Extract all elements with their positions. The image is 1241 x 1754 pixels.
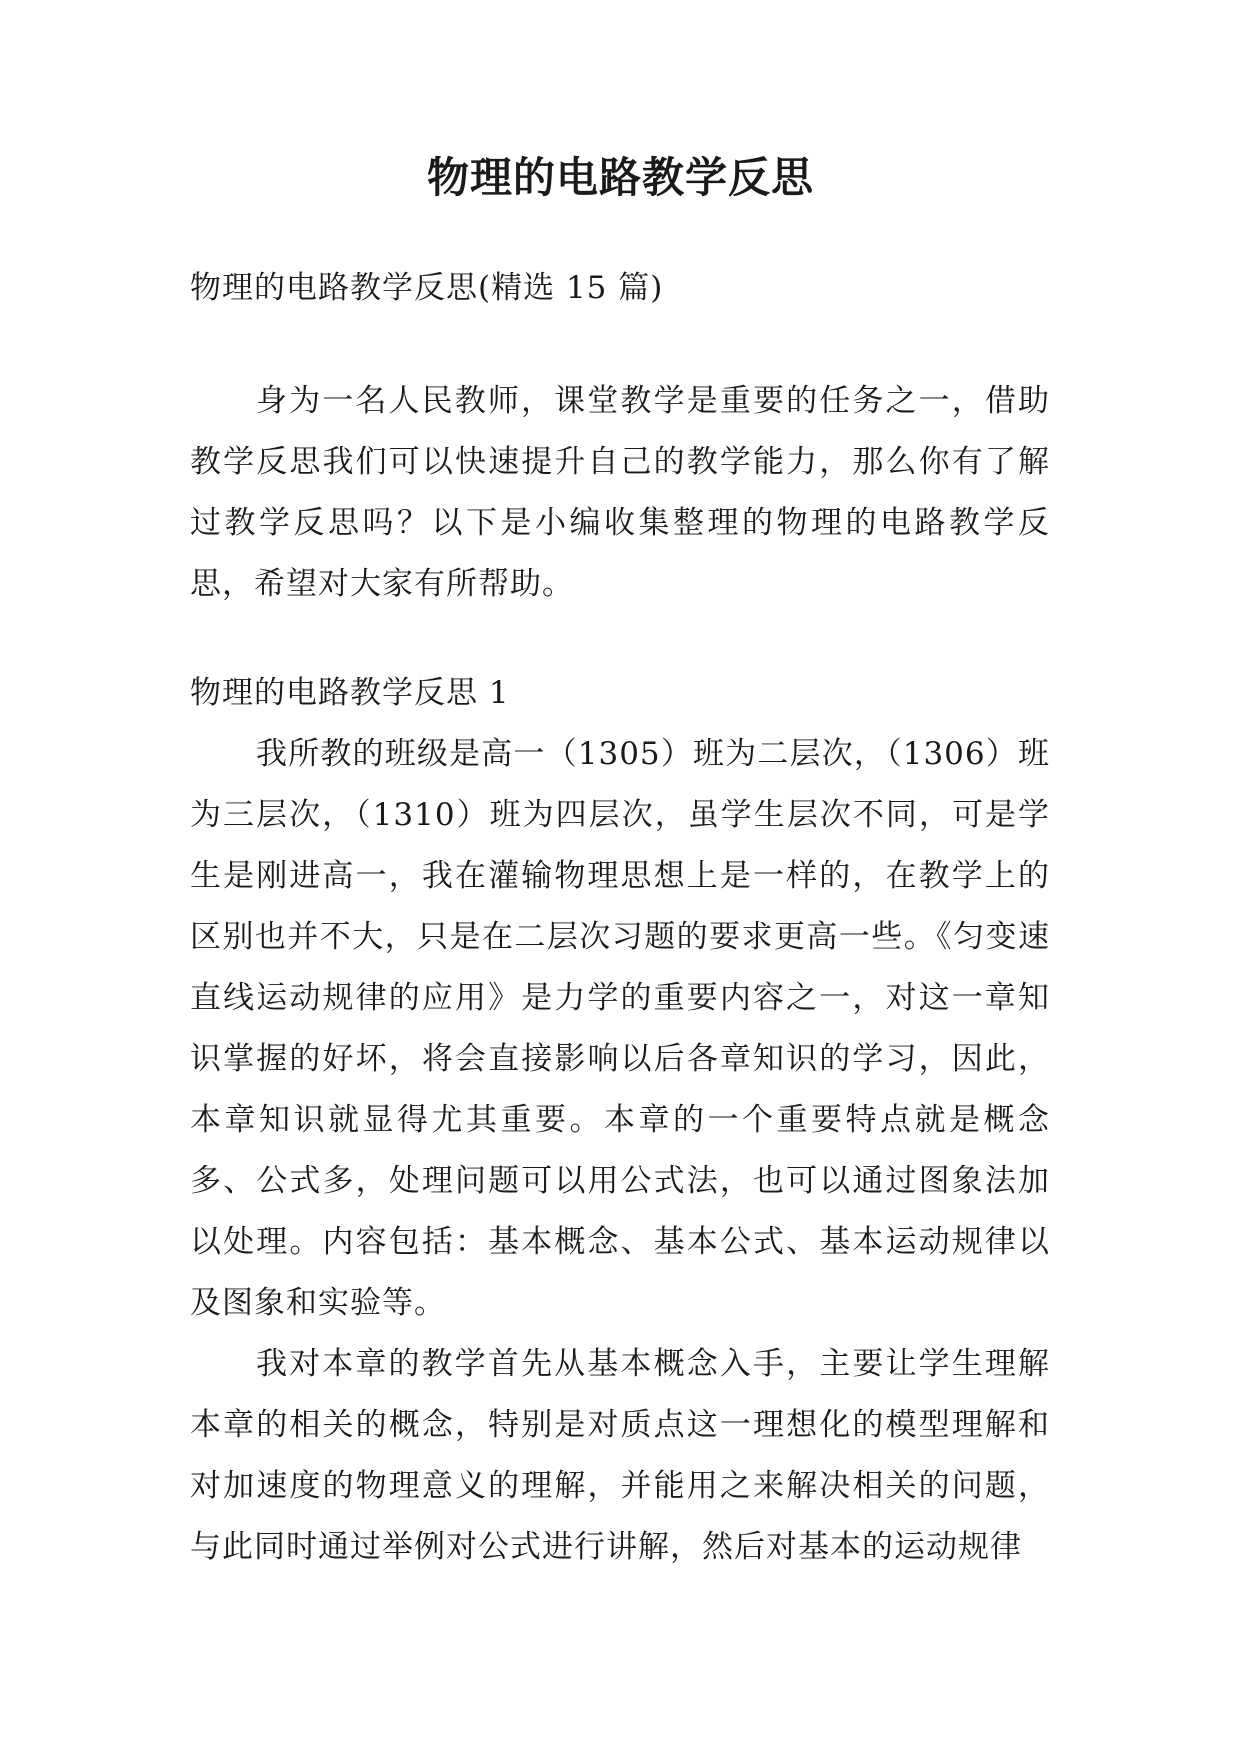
body-paragraph-1: 我所教的班级是高一（1305）班为二层次，（1306）班为三层次，（1310）班为四层次，虽学生层次不同，可是学生是刚进高一，我在灌输物理思想上是一样的，在教学上的区别也并不大，只是在二层次习题的要求更高一些。《匀变速直线运动规律的应用》是力学的重要内容之一，对这一章知识掌握的好坏，将会直接影响以后各章知识的学习，因此，本章知识就显得尤其重要。本章的一个重要特点就是概念多、公式多，处理问题可以用公式法，也可以通过图象法加以处理。内容包括：基本概念、基本公式、基本运动规律以及图象和实验等。 <box>190 736 1050 1321</box>
intro-paragraph: 身为一名人民教师，课堂教学是重要的任务之一，借助教学反思我们可以快速提升自己的教学能力，那么你有了解过教学反思吗？以下是小编收集整理的物理的电路教学反思，希望对大家有所帮助。 <box>190 383 1050 602</box>
body-paragraph-2: 我对本章的教学首先从基本概念入手，主要让学生理解本章的相关的概念，特别是对质点这一理想化的模型理解和对加速度的物理意义的理解，并能用之来解决相关的问题，与此同时通过举例对公式进行讲解，然后对基本的运动规律 <box>190 1346 1050 1565</box>
document-subtitle: 物理的电路教学反思(精选 15 篇) <box>190 270 664 306</box>
document-body <box>190 258 1050 1578</box>
section-heading: 物理的电路教学反思 1 <box>190 675 510 711</box>
document-title: 物理的电路教学反思 <box>426 153 814 202</box>
